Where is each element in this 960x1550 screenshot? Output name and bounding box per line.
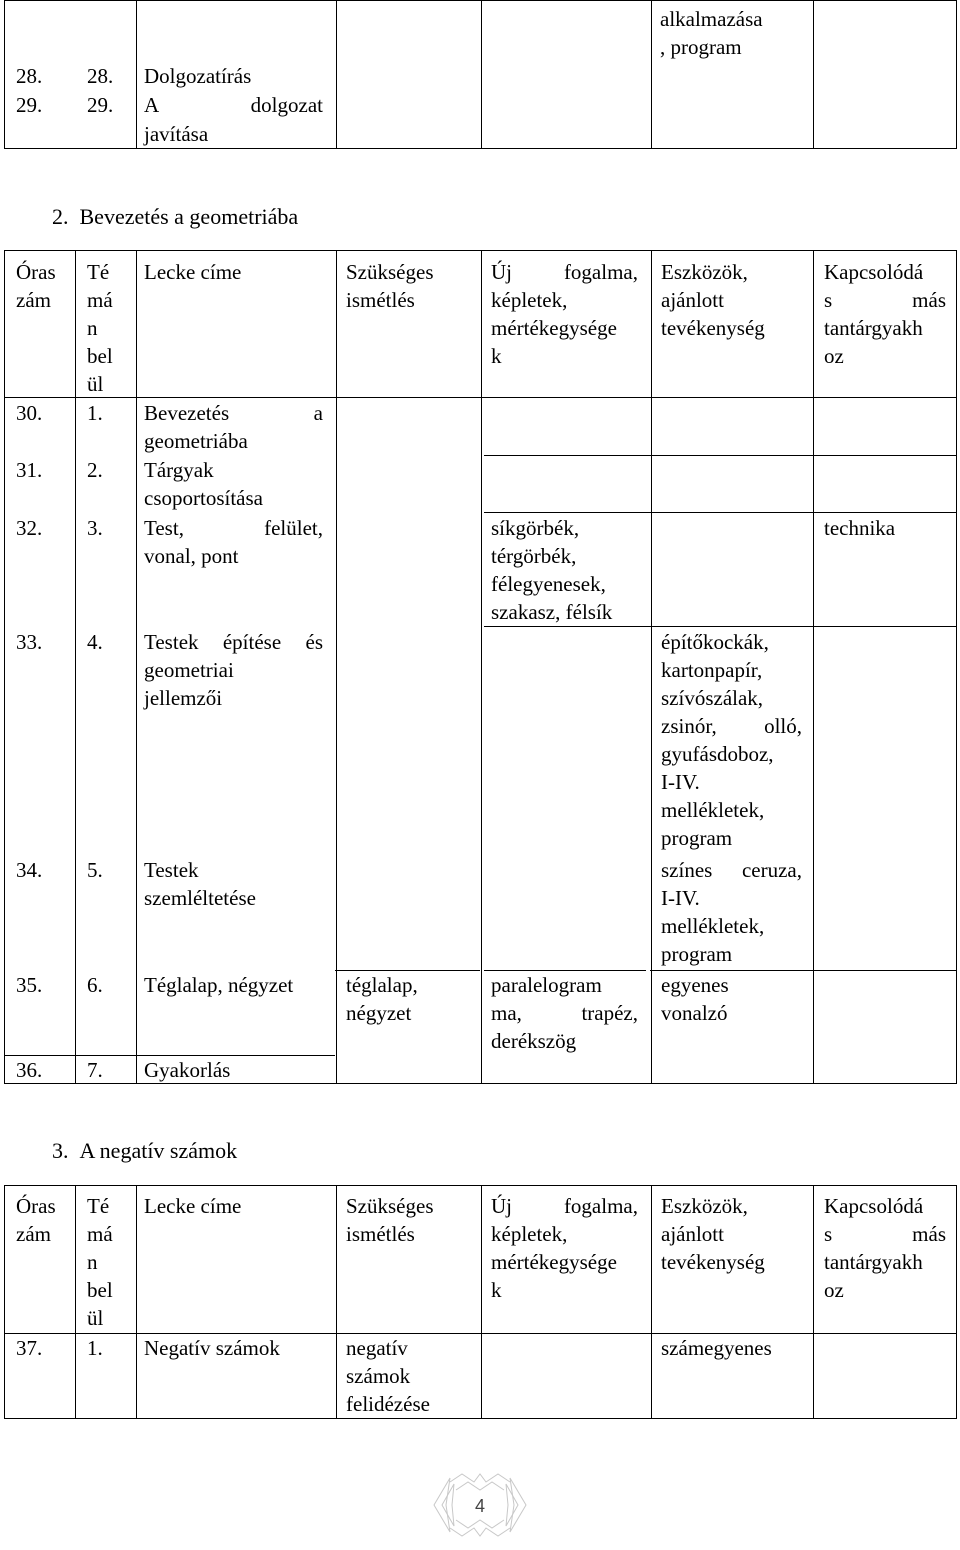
section-2-heading: [52, 203, 298, 231]
row-37-topic-number: 1.: [87, 1336, 103, 1360]
row-29-number: 29.: [16, 93, 43, 117]
section-2-number: 2.: [52, 204, 69, 229]
row-35-tools: egyenes vonalzó: [661, 973, 729, 1025]
table-section-3: [4, 1185, 957, 1419]
header-lesson-title: Lecke címe: [144, 260, 242, 284]
row-34-tools: színes ceruza, I-IV. mellékletek, program: [661, 858, 802, 966]
s3-header-hour-number: Óras zám: [16, 1194, 56, 1246]
row-28-topic-number: 28.: [87, 64, 114, 88]
row-36-lesson: Gyakorlás: [144, 1058, 231, 1082]
row-31-number: 31.: [16, 458, 43, 482]
header-related-subjects: Kapcsolódá s más tantárgyakh oz: [824, 260, 946, 368]
row-34-lesson: Testek szemléltetése: [144, 858, 256, 910]
row-34-number: 34.: [16, 858, 43, 882]
row-35-review: téglalap, négyzet: [346, 973, 418, 1025]
header-required-review: Szükséges ismétlés: [346, 260, 434, 312]
s3-header-lesson-title: Lecke címe: [144, 1194, 242, 1218]
row-32-number: 32.: [16, 516, 43, 540]
row-30-lesson: Bevezetés a geometriába: [144, 401, 323, 453]
section-2-title: Bevezetés a geometriába: [79, 204, 299, 229]
row-28-lesson: Dolgozatírás: [144, 64, 252, 88]
row-37-review: negatív számok felidézése: [346, 1336, 430, 1416]
row-29-lesson-line2: javítása: [144, 122, 209, 146]
row-29-lesson-line1: A dolgozat: [144, 93, 323, 117]
row-30-number: 30.: [16, 401, 43, 425]
row-32-related-subject: technika: [824, 516, 896, 540]
row-32-new-concepts: síkgörbék, térgörbék, félegyenesek, szakasz, félsík: [491, 516, 613, 624]
row-31-topic-number: 2.: [87, 458, 103, 482]
section-3-title: A negatív számok: [79, 1138, 238, 1163]
s3-header-new-concepts: Új fogalma, képletek, mértékegysége k: [491, 1194, 638, 1302]
s3-header-topic-number: Té má n bel ül: [87, 1194, 113, 1330]
header-topic-number: Té má n bel ül: [87, 260, 113, 396]
cell-top-right-line2: , program: [660, 35, 742, 59]
section-3-number: 3.: [52, 1138, 69, 1163]
row-32-topic-number: 3.: [87, 516, 103, 540]
row-37-tools: számegyenes: [661, 1336, 772, 1360]
s3-header-tools-activities: Eszközök, ajánlott tevékenység: [661, 1194, 765, 1274]
s3-header-related-subjects: Kapcsolódá s más tantárgyakh oz: [824, 1194, 946, 1302]
row-34-topic-number: 5.: [87, 858, 103, 882]
row-28-number: 28.: [16, 64, 43, 88]
cell-top-right-line1: alkalmazása: [660, 7, 763, 31]
row-33-tools: építőkockák, kartonpapír, szívószálak, zsinór, olló, gyufásdoboz, I-IV. mellékletek, program: [661, 630, 802, 850]
row-37-number: 37.: [16, 1336, 43, 1360]
row-33-topic-number: 4.: [87, 630, 103, 654]
row-30-topic-number: 1.: [87, 401, 103, 425]
row-32-lesson: Test, felület, vonal, pont: [144, 516, 323, 568]
row-36-number: 36.: [16, 1058, 43, 1082]
row-31-lesson: Tárgyak csoportosítása: [144, 458, 263, 510]
page-number: 4: [474, 1496, 485, 1516]
row-35-number: 35.: [16, 973, 43, 997]
header-new-concepts: Új fogalma, képletek, mértékegysége k: [491, 260, 638, 368]
row-35-lesson: Téglalap, négyzet: [144, 973, 294, 997]
row-29-topic-number: 29.: [87, 93, 114, 117]
row-37-lesson: Negatív számok: [144, 1336, 280, 1360]
s3-header-required-review: Szükséges ismétlés: [346, 1194, 434, 1246]
row-36-topic-number: 7.: [87, 1058, 103, 1082]
header-hour-number: Óras zám: [16, 260, 56, 312]
row-35-topic-number: 6.: [87, 973, 103, 997]
row-35-new-concepts: paralelogram ma, trapéz, derékszög: [491, 973, 638, 1053]
row-33-number: 33.: [16, 630, 43, 654]
row-33-lesson: Testek építése és geometriai jellemzői: [144, 630, 323, 710]
section-3-heading: [52, 1137, 237, 1165]
header-tools-activities: Eszközök, ajánlott tevékenység: [661, 260, 765, 340]
